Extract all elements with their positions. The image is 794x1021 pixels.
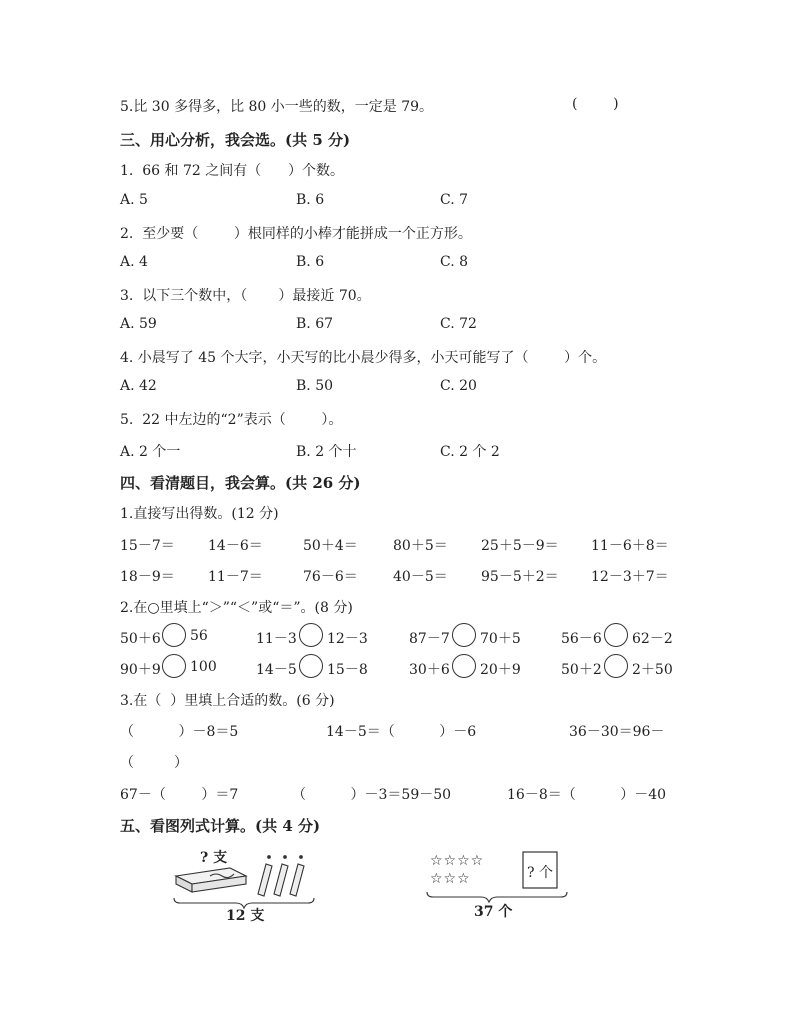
option-2b[interactable]: B. 6	[296, 254, 325, 270]
compare-circle[interactable]	[604, 654, 628, 678]
fill-blank-item[interactable]: （ ）－8＝5	[120, 724, 239, 740]
option-2a[interactable]: A. 4	[120, 254, 148, 270]
section-3-title: 三、用心分析，我会选。(共 5 分)	[120, 131, 351, 149]
fig2-box-label: ? 个	[527, 865, 553, 881]
choice-question-3: 3. 以下三个数中，（ ）最接近 70。	[120, 288, 371, 304]
fig2-total-label: 37 个	[474, 904, 513, 920]
calc-item[interactable]: 95－5＋2＝	[481, 569, 559, 585]
compare-circle[interactable]	[604, 623, 628, 647]
fill-blank-item[interactable]: 36－30＝96－	[569, 724, 665, 740]
compare-left: 30＋6	[409, 662, 450, 678]
option-1a[interactable]: A. 5	[120, 192, 148, 208]
option-3b[interactable]: B. 67	[296, 316, 334, 332]
calc-item[interactable]: 11－6＋8＝	[591, 538, 669, 554]
choice-question-1: 1. 66 和 72 之间有（ ）个数。	[120, 163, 344, 179]
calc-item[interactable]: 18－9＝	[120, 569, 175, 585]
compare-circle[interactable]	[299, 623, 323, 647]
option-4b[interactable]: B. 50	[296, 378, 334, 394]
compare-circle[interactable]	[452, 623, 476, 647]
compare-left: 11－3	[256, 631, 297, 647]
calc-item[interactable]: 40－5＝	[393, 569, 448, 585]
compare-left: 50＋2	[561, 662, 602, 678]
compare-left: 50＋6	[120, 631, 161, 647]
calc-item[interactable]: 15－7＝	[120, 538, 175, 554]
calc-item[interactable]: 50＋4＝	[303, 538, 358, 554]
compare-right: 12－3	[327, 631, 368, 647]
fig1-total-label: 12 支	[226, 908, 265, 924]
fill-blank-item[interactable]: 14－5＝（ ）－6	[326, 724, 477, 740]
section-5-title: 五、看图列式计算。(共 4 分)	[120, 817, 321, 835]
fig1-question-label: ? 支	[200, 850, 228, 866]
option-2c[interactable]: C. 8	[440, 254, 469, 270]
calc-item[interactable]: 80＋5＝	[393, 538, 448, 554]
tf-answer-paren[interactable]: ( )	[572, 96, 619, 112]
calc-item[interactable]: 12－3＋7＝	[591, 569, 669, 585]
compare-right: 62－2	[632, 631, 673, 647]
tf-question-5: 5.比 30 多得多，比 80 小一些的数，一定是 79。	[120, 99, 434, 115]
compare-circle[interactable]	[452, 654, 476, 678]
compare-left: 87－7	[409, 631, 450, 647]
compare-left: 14－5	[256, 662, 297, 678]
compare-right: 56	[190, 628, 208, 644]
calc-item[interactable]: 25＋5－9＝	[481, 538, 559, 554]
choice-question-5: 5. 22 中左边的“2”表示（ ）。	[120, 412, 343, 428]
compare-right: 100	[190, 659, 217, 675]
option-3c[interactable]: C. 72	[440, 316, 477, 332]
compare-left: 90＋9	[120, 662, 161, 678]
option-3a[interactable]: A. 59	[120, 316, 157, 332]
option-4c[interactable]: C. 20	[440, 378, 477, 394]
part-1-title: 1.直接写出得数。(12 分)	[120, 506, 279, 522]
pencil-box-icon	[176, 868, 246, 892]
compare-right: 70＋5	[480, 631, 521, 647]
choice-question-4: 4. 小晨写了 45 个大字，小天写的比小晨少得多，小天可能写了（ ）个。	[120, 350, 607, 366]
pencils-icon	[258, 856, 304, 896]
option-5c[interactable]: C. 2 个 2	[440, 444, 500, 460]
fill-blank-item[interactable]: （ ）－3＝59－50	[292, 787, 452, 803]
compare-right: 20＋9	[480, 662, 521, 678]
section-4-title: 四、看清题目，我会算。(共 26 分)	[120, 474, 361, 492]
option-5b[interactable]: B. 2 个十	[296, 444, 357, 460]
compare-left: 56－6	[561, 631, 602, 647]
fill-blank-item[interactable]: （ ）	[120, 755, 189, 771]
calc-item[interactable]: 14－6＝	[208, 538, 263, 554]
option-1c[interactable]: C. 7	[440, 192, 469, 208]
option-1b[interactable]: B. 6	[296, 192, 325, 208]
compare-circle[interactable]	[162, 623, 186, 647]
calc-item[interactable]: 11－7＝	[208, 569, 263, 585]
choice-question-2: 2. 至少要（ ）根同样的小棒才能拼成一个正方形。	[120, 226, 472, 242]
part-3-title: 3.在（ ）里填上合适的数。(6 分)	[120, 693, 335, 709]
compare-circle[interactable]	[299, 654, 323, 678]
compare-right: 15－8	[327, 662, 368, 678]
stars-row-1: ☆☆☆☆	[430, 853, 485, 869]
fill-blank-item[interactable]: 16－8＝（ ）－40	[507, 787, 667, 803]
option-5a[interactable]: A. 2 个一	[120, 444, 181, 460]
option-4a[interactable]: A. 42	[120, 378, 157, 394]
fill-blank-item[interactable]: 67－（ ）＝7	[120, 787, 239, 803]
compare-right: 2＋50	[632, 662, 673, 678]
stars-row-2: ☆☆☆	[430, 871, 471, 887]
compare-circle[interactable]	[162, 654, 186, 678]
part-2-title: 2.在○里填上“＞”“＜”或“＝”。(8 分)	[120, 600, 353, 616]
calc-item[interactable]: 76－6＝	[303, 569, 358, 585]
